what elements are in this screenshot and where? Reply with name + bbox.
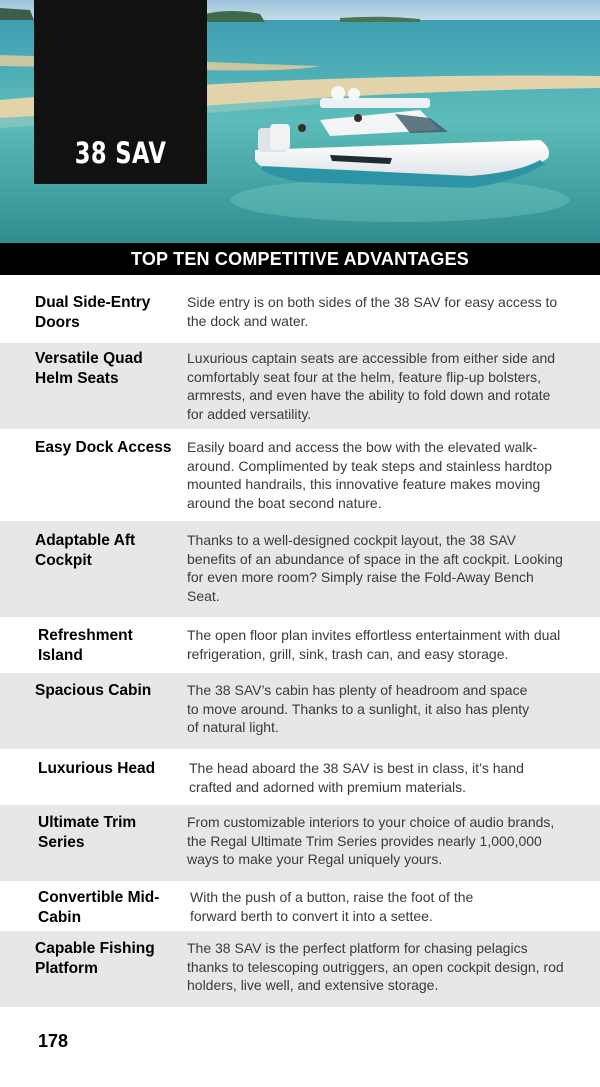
feature-description: Luxurious captain seats are accessible from either side and comfortably seat four at the helm, feature flip-up bolsters, armrests, and even have the ability to fold down and rotate for added versatility. xyxy=(187,350,556,422)
table-row xyxy=(0,343,600,429)
table-row xyxy=(0,429,600,521)
feature-description: Easily board and access the bow with the elevated walk-around. Complimented by teak steps and stainless hardtop mounted handrails, this innovative feature makes moving around the boat second nature. xyxy=(187,439,552,511)
feature-name: Luxurious Head xyxy=(38,760,156,777)
feature-name: Capable Fishing Platform xyxy=(35,940,155,977)
feature-description: From customizable interiors to your choice of audio brands, the Regal Ultimate Trim Series provides nearly 1,000,000 ways to make your Regal uniquely yours. xyxy=(187,814,555,868)
feature-name: Versatile Quad Helm Seats xyxy=(35,350,143,387)
feature-description: The 38 SAV’s cabin has plenty of headroom and space to move around. Thanks to a sunlight, it also has plenty of natural light. xyxy=(187,682,530,736)
feature-name: Easy Dock Access xyxy=(35,439,172,456)
table-row xyxy=(0,881,600,931)
model-title: 38 SAV xyxy=(74,136,167,170)
page-number: 178 xyxy=(38,1031,69,1051)
model-label-box xyxy=(34,0,207,184)
table-row xyxy=(0,805,600,881)
table-row xyxy=(0,931,600,1007)
table-row xyxy=(0,521,600,617)
feature-name: Adaptable Aft Cockpit xyxy=(35,532,136,569)
hero-photo xyxy=(0,0,600,243)
table-row xyxy=(0,749,600,805)
feature-name: Dual Side-Entry Doors xyxy=(35,294,151,331)
feature-description: Thanks to a well-designed cockpit layout, the 38 SAV benefits of an abundance of space in the aft cockpit. Looking for even more room? Simply raise the Fold-Away Bench Seat. xyxy=(187,532,563,604)
section-banner: TOP TEN COMPETITIVE ADVANTAGES xyxy=(0,243,600,275)
feature-description: With the push of a button, raise the foot of the forward berth to convert it into a settee. xyxy=(190,889,474,924)
feature-name: Refreshment Island xyxy=(38,627,133,664)
feature-name: Spacious Cabin xyxy=(35,682,152,699)
table-row xyxy=(0,283,600,343)
feature-name: Convertible Mid-Cabin xyxy=(38,889,160,926)
feature-description: Side entry is on both sides of the 38 SAV for easy access to the dock and water. xyxy=(187,294,558,329)
feature-description: The head aboard the 38 SAV is best in class, it’s hand crafted and adorned with premium materials. xyxy=(189,760,524,795)
feature-description: The 38 SAV is the perfect platform for chasing pelagics thanks to telescoping outriggers, an open cockpit design, rod holders, live well, and extensive storage. xyxy=(187,940,564,994)
table-row xyxy=(0,617,600,673)
table-row xyxy=(0,673,600,749)
feature-name: Ultimate Trim Series xyxy=(38,814,137,851)
feature-description: The open floor plan invites effortless entertainment with dual refrigeration, grill, sink, trash can, and easy storage. xyxy=(187,627,561,662)
